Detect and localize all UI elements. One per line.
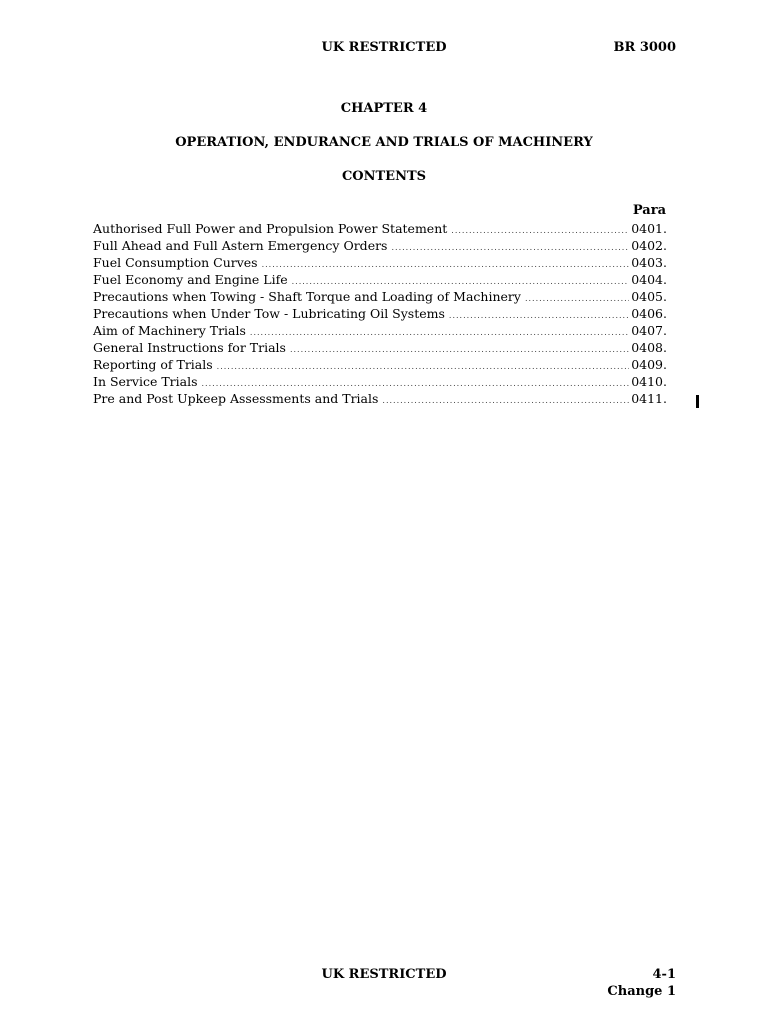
toc-entry[interactable] [93, 288, 667, 305]
toc-entry-title: Reporting of Trials [93, 357, 213, 372]
chapter-number: CHAPTER 4 [340, 101, 428, 116]
toc-entry[interactable] [93, 356, 667, 373]
para-column-heading: Para [632, 203, 666, 218]
toc-entry-para: 0403. [631, 255, 667, 270]
toc-leader-dots [262, 256, 630, 273]
toc-entry[interactable] [93, 237, 667, 254]
toc-entry[interactable] [93, 220, 667, 237]
change-bar [696, 395, 699, 408]
toc-entry[interactable] [93, 271, 667, 288]
chapter-title: OPERATION, ENDURANCE AND TRIALS OF MACHINERY [175, 135, 593, 150]
toc-leader-dots [391, 239, 629, 256]
toc-entry-para: 0401. [631, 221, 667, 236]
toc-entry-para: 0408. [631, 340, 667, 355]
toc-entry[interactable] [93, 305, 667, 322]
toc-entry-para: 0411. [631, 391, 667, 406]
toc-leader-dots [217, 358, 630, 375]
toc-entry[interactable] [93, 390, 667, 407]
toc-entry[interactable] [93, 254, 667, 271]
header-classification: UK RESTRICTED [321, 40, 447, 55]
table-of-contents [93, 220, 667, 407]
toc-entry[interactable] [93, 373, 667, 390]
toc-leader-dots [250, 324, 629, 341]
toc-entry-title: Precautions when Under Tow - Lubricating Oil Systems [93, 306, 445, 321]
toc-entry-para: 0407. [631, 323, 667, 338]
toc-leader-dots [382, 392, 629, 409]
toc-leader-dots [449, 307, 629, 324]
toc-entry-title: Authorised Full Power and Propulsion Power Statement [93, 221, 448, 236]
footer-page-number: 4-1 [652, 967, 676, 982]
contents-heading: CONTENTS [341, 169, 427, 184]
toc-leader-dots [451, 222, 629, 239]
toc-leader-dots [525, 290, 629, 307]
toc-entry-title: Precautions when Towing - Shaft Torque and Loading of Machinery [93, 289, 521, 304]
toc-entry[interactable] [93, 322, 667, 339]
toc-entry-para: 0404. [631, 272, 667, 287]
toc-entry[interactable] [93, 339, 667, 356]
toc-leader-dots [290, 341, 629, 358]
toc-entry-para: 0405. [631, 289, 667, 304]
toc-entry-para: 0406. [631, 306, 667, 321]
toc-entry-para: 0409. [631, 357, 667, 372]
toc-entry-title: Full Ahead and Full Astern Emergency Orders [93, 238, 388, 253]
toc-entry-title: General Instructions for Trials [93, 340, 286, 355]
toc-entry-para: 0410. [631, 374, 667, 389]
toc-entry-title: Pre and Post Upkeep Assessments and Trials [93, 391, 379, 406]
footer-classification: UK RESTRICTED [321, 967, 447, 982]
toc-entry-title: In Service Trials [93, 374, 198, 389]
toc-entry-title: Aim of Machinery Trials [93, 323, 246, 338]
toc-entry-para: 0402. [631, 238, 667, 253]
toc-entry-title: Fuel Consumption Curves [93, 255, 258, 270]
footer-change-label: Change 1 [607, 984, 676, 999]
header-doc-ref: BR 3000 [613, 40, 676, 55]
toc-entry-title: Fuel Economy and Engine Life [93, 272, 288, 287]
